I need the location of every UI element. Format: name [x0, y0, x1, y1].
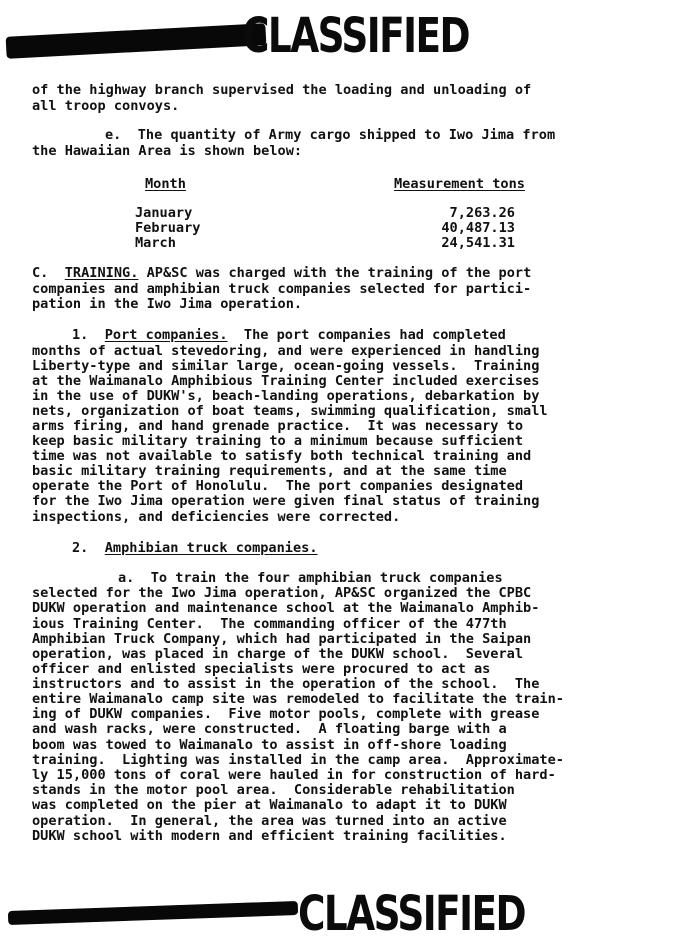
item-1-line: nets, organization of boat teams, swimming qualification, small — [32, 403, 548, 419]
table-cell-month: January — [135, 205, 193, 221]
section-c-label: C. — [32, 265, 49, 281]
item-2a-line: training. Lighting was installed in the camp area. Approximate- — [32, 752, 564, 768]
table-cell-tons: 7,263.26 — [449, 205, 515, 221]
table-header-month: Month — [145, 176, 186, 192]
item-2a-line: Amphibian Truck Company, which had participated in the Saipan — [32, 631, 532, 647]
item-2a-line: instructors and to assist in the operation of the school. The — [32, 676, 540, 692]
section-c-line — [32, 266, 531, 281]
classification-stamp-top: CLASSIFIED — [242, 8, 470, 64]
item-2a-line: ly 15,000 tons of coral were hauled in for construction of hard- — [32, 767, 556, 783]
table-header-tons: Measurement tons — [394, 176, 525, 192]
item-2a-line: ious Training Center. The commanding officer of the 477th — [32, 616, 507, 632]
section-c-heading: TRAINING. — [64, 265, 139, 281]
table-cell-tons: 24,541.31 — [441, 235, 515, 251]
section-c-line: pation in the Iwo Jima operation. — [32, 296, 303, 312]
item-2a-line: boom was towed to Waimanalo to assist in off-shore loading — [32, 737, 507, 753]
table-cell-month: March — [135, 235, 176, 251]
item-2a-line: entire Waimanalo camp site was remodeled to facilitate the train- — [32, 691, 564, 707]
item-1-line: inspections, and deficiencies were corrected. — [32, 509, 401, 525]
item-2-heading: Amphibian truck companies. — [104, 540, 318, 556]
para-e-line: e. The quantity of Army cargo shipped to Iwo Jima from — [105, 127, 556, 143]
section-c-line: companies and amphibian truck companies selected for partici- — [32, 281, 532, 297]
item-1-line: arms firing, and hand grenade practice. It was necessary to — [32, 418, 524, 434]
table-cell-tons: 40,487.13 — [441, 220, 515, 236]
para-d-line: of the highway branch supervised the loading and unloading of — [32, 82, 532, 98]
item-2a-line: and wash racks, were constructed. A floating barge with a — [32, 721, 507, 737]
item-2a-line: officer and enlisted specialists were procured to act as — [32, 661, 491, 677]
item-2a-line: was completed on the pier at Waimanalo to adapt it to DUKW — [32, 797, 507, 813]
item-1-line: operate the Port of Honolulu. The port companies designated — [32, 478, 524, 494]
item-2a-line: stands in the motor pool area. Considerable rehabilitation — [32, 782, 515, 798]
item-2a-line: selected for the Iwo Jima operation, AP&SC organized the CPBC — [32, 585, 532, 601]
item-1-line — [72, 328, 506, 343]
item-1-line: at the Waimanalo Amphibious Training Center included exercises — [32, 373, 540, 389]
item-2a-line: ing of DUKW companies. Five motor pools, complete with grease — [32, 706, 540, 722]
redaction-bar-bottom — [8, 901, 298, 925]
item-2a-line: DUKW school with modern and efficient training facilities. — [32, 828, 507, 844]
item-2-number: 2. — [72, 540, 89, 556]
item-2a-line: a. To train the four amphibian truck companies — [118, 570, 503, 586]
item-2-line — [72, 541, 318, 556]
item-2a-line: operation. In general, the area was turned into an active — [32, 813, 507, 829]
para-e-line: the Hawaiian Area is shown below: — [32, 143, 303, 159]
item-2a-line: operation, was placed in charge of the DUKW school. Several — [32, 646, 524, 662]
item-1-line: in the use of DUKW's, beach-landing operations, debarkation by — [32, 388, 540, 404]
classification-stamp-bottom: CLASSIFIED — [298, 886, 526, 942]
item-1-text: The port companies had completed — [227, 327, 506, 343]
item-1-line: Liberty-type and similar large, ocean-going vessels. Training — [32, 358, 540, 374]
item-1-number: 1. — [72, 327, 89, 343]
item-1-line: basic military training requirements, and at the same time — [32, 463, 507, 479]
redaction-bar-top — [6, 23, 267, 59]
item-1-line: for the Iwo Jima operation were given final status of training — [32, 493, 540, 509]
section-c-text: AP&SC was charged with the training of the port — [138, 265, 532, 281]
item-1-line: time was not available to satisfy both technical training and — [32, 448, 532, 464]
item-1-line: months of actual stevedoring, and were experienced in handling — [32, 343, 540, 359]
item-2a-line: DUKW operation and maintenance school at the Waimanalo Amphib- — [32, 600, 540, 616]
item-1-heading: Port companies. — [104, 327, 228, 343]
item-1-line: keep basic military training to a minimum because sufficient — [32, 433, 524, 449]
table-cell-month: February — [135, 220, 201, 236]
para-d-line: all troop convoys. — [32, 98, 180, 114]
